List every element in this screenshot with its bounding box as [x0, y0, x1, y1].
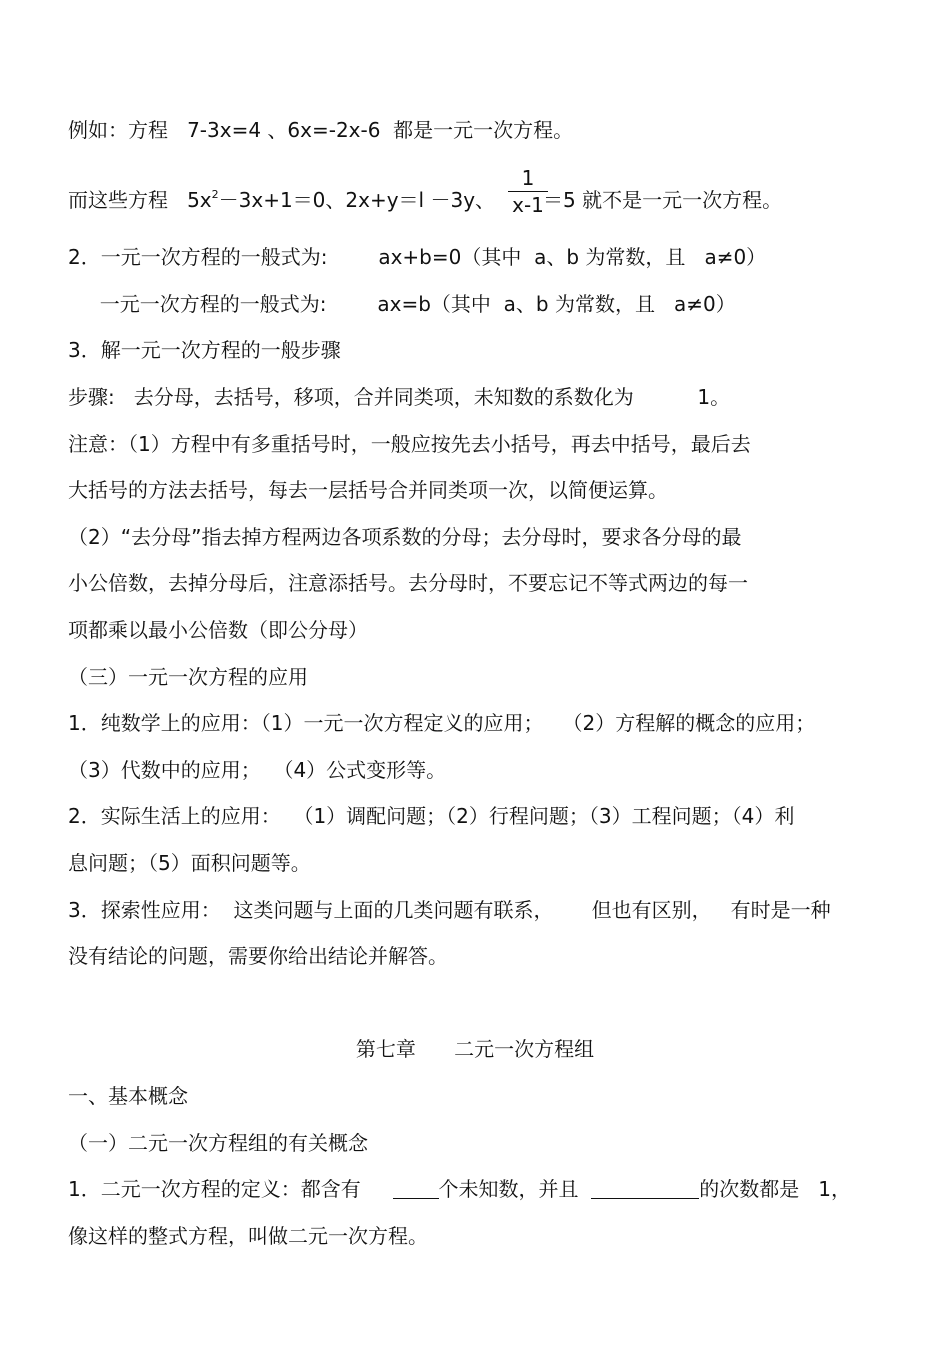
- fraction-denominator: x-1: [512, 193, 544, 217]
- text-line: 2．一元一次方程的一般式为: ax+b=0（其中 a、b 为常数，且 a≠0）: [68, 245, 767, 269]
- text-line: 步骤: 去分母，去括号，移项，合并同类项，未知数的系数化为 1。: [68, 385, 731, 409]
- text-line: 像这样的整式方程，叫做二元一次方程。: [68, 1224, 428, 1248]
- text-line: [68, 181, 782, 214]
- text-span: 的次数都是 1，: [699, 1177, 852, 1201]
- text-line: 1．纯数学上的应用：（1）一元一次方程定义的应用； （2）方程解的概念的应用；: [68, 711, 816, 735]
- text-line: 3．探索性应用： 这类问题与上面的几类问题有联系， 但也有区别， 有时是一种: [68, 898, 831, 922]
- text-line: （2）“去分母”指去掉方程两边各项系数的分母；去分母时，要求各分母的最: [68, 525, 742, 549]
- text-line: 小公倍数，去掉分母后，注意添括号。去分母时，不要忘记不等式两边的每一: [68, 571, 748, 595]
- section-heading: （一）二元一次方程组的有关概念: [68, 1131, 368, 1155]
- superscript: 2: [211, 188, 219, 201]
- text-line: 2．实际生活上的应用： （1）调配问题；（2）行程问题；（3）工程问题；（4）利: [68, 804, 795, 828]
- text-span: 而这些方程 5x: [68, 188, 212, 212]
- text-line: [68, 1175, 851, 1203]
- fraction-numerator: 1: [521, 166, 535, 190]
- text-line: 项都乘以最小公倍数（即公分母）: [68, 618, 368, 642]
- text-line: 没有结论的问题，需要你给出结论并解答。: [68, 944, 448, 968]
- chapter-title: 第七章 二元一次方程组: [355, 1037, 595, 1061]
- section-heading: 一、基本概念: [68, 1084, 188, 1108]
- fraction-bar: [508, 191, 548, 192]
- fill-in-blank[interactable]: [393, 1176, 439, 1199]
- text-line: 例如：方程 7-3x=4 、6x=-2x-6 都是一元一次方程。: [68, 118, 574, 142]
- section-heading: （三）一元一次方程的应用: [68, 665, 308, 689]
- text-span: ＝5 就不是一元一次方程。: [543, 188, 783, 212]
- text-span: 1．二元一次方程的定义：都含有: [68, 1177, 393, 1201]
- fraction: [508, 166, 548, 217]
- text-span: －3x+1＝0、2x+y＝l －3y、: [218, 188, 496, 212]
- text-line: 注意：（1）方程中有多重括号时，一般应按先去小括号，再去中括号，最后去: [68, 432, 751, 456]
- text-span: 个未知数，并且: [438, 1177, 592, 1201]
- fill-in-blank[interactable]: [591, 1176, 699, 1199]
- text-line: 大括号的方法去括号，每去一层括号合并同类项一次，以简便运算。: [68, 478, 668, 502]
- section-heading: 3．解一元一次方程的一般步骤: [68, 338, 341, 362]
- text-line: 一元一次方程的一般式为: ax=b（其中 a、b 为常数，且 a≠0）: [68, 292, 736, 316]
- text-line: 息问题；（5）面积问题等。: [68, 851, 311, 875]
- text-line: （3）代数中的应用； （4）公式变形等。: [68, 758, 447, 782]
